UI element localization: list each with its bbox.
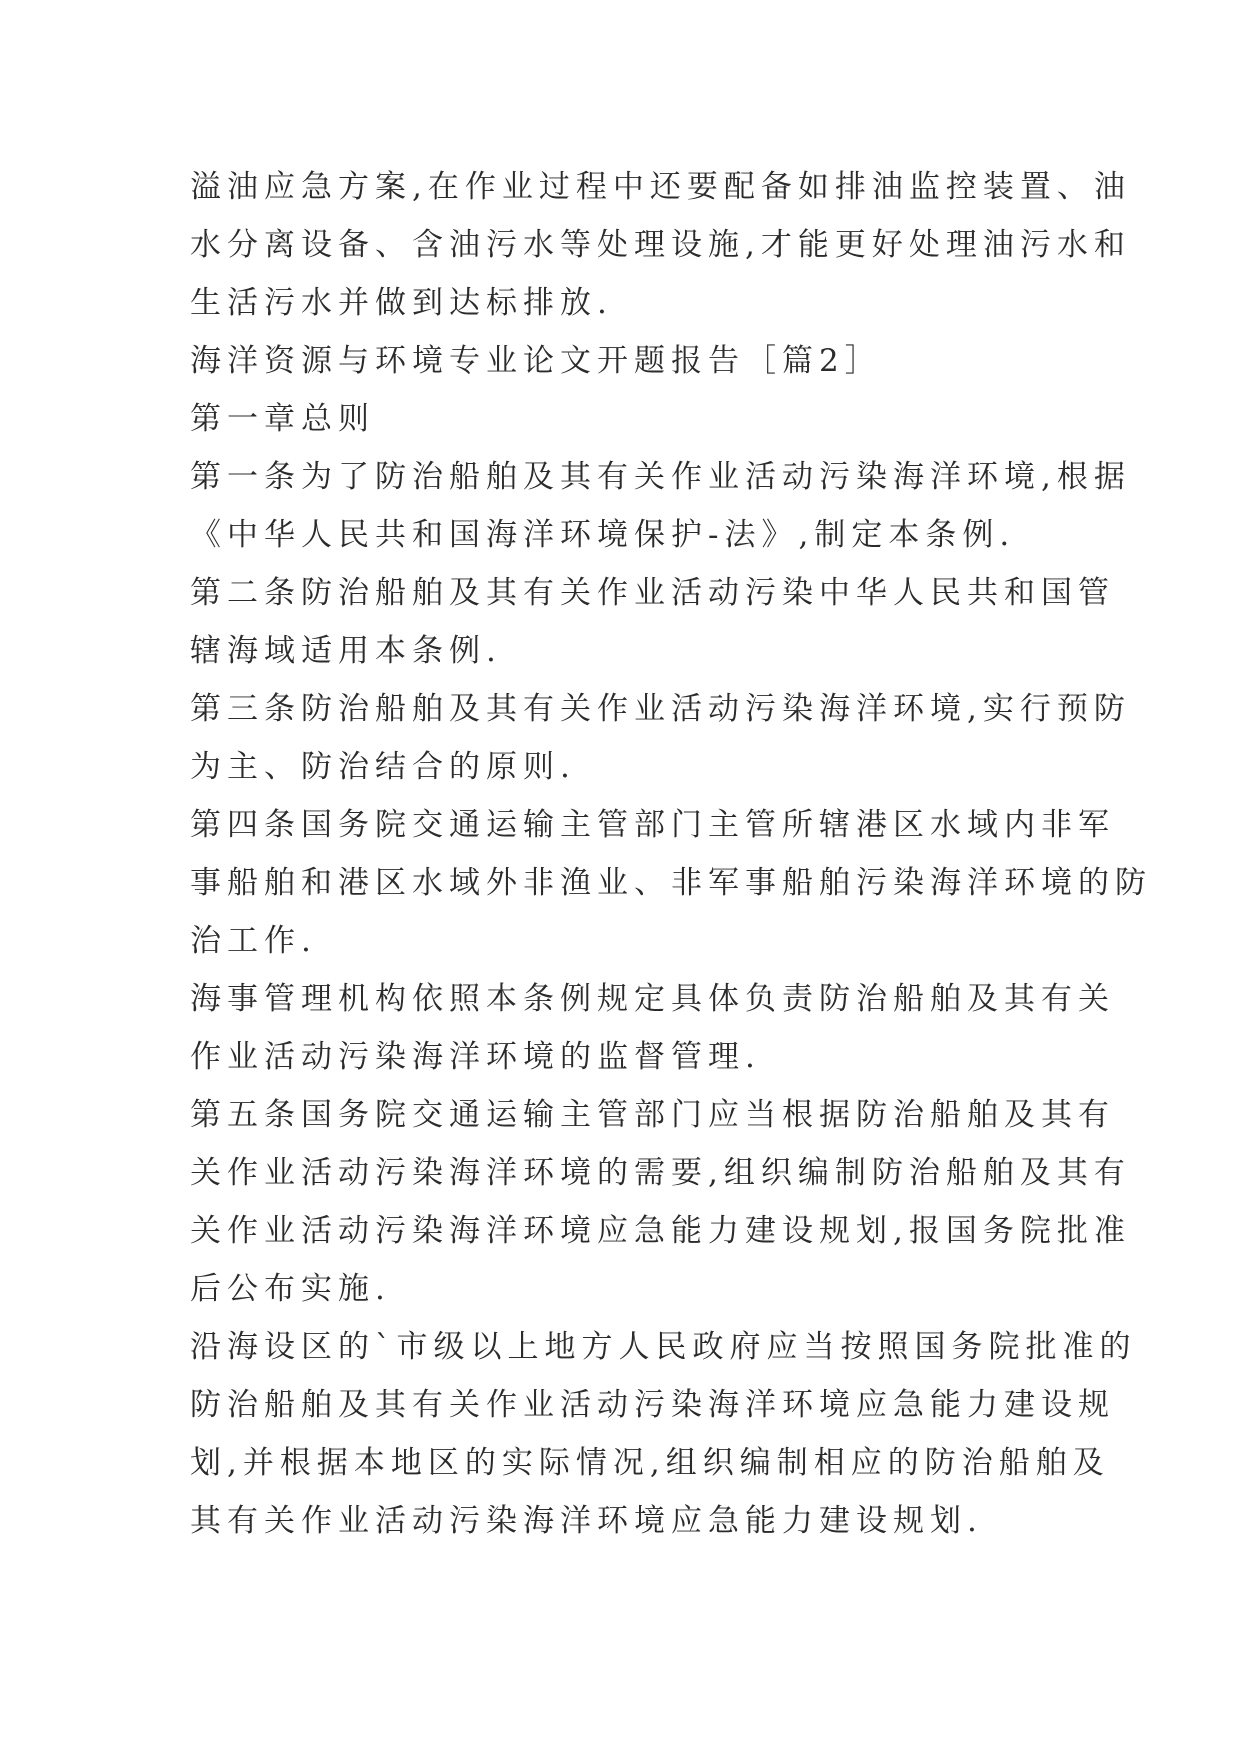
text-line: 事船舶和港区水域外非渔业、非军事船舶污染海洋环境的防	[190, 865, 1152, 901]
text-line: 其有关作业活动污染海洋环境应急能力建设规划.	[190, 1503, 983, 1539]
text-line: 《中华人民共和国海洋环境保护-法》,制定本条例.	[190, 517, 1016, 553]
text-line: 后公布实施.	[190, 1271, 391, 1307]
text-line: 辖海域适用本条例.	[190, 633, 502, 669]
text-line: 治工作.	[190, 923, 317, 959]
text-line: 划,并根据本地区的实际情况,组织编制相应的防治船舶及	[190, 1445, 1110, 1481]
text-line: 为主、防治结合的原则.	[190, 749, 576, 785]
text-line: 第三条防治船舶及其有关作业活动污染海洋环境,实行预防	[190, 691, 1131, 727]
text-line: 作业活动污染海洋环境的监督管理.	[190, 1039, 761, 1075]
document-body	[190, 158, 1152, 1550]
text-line: 关作业活动污染海洋环境的需要,组织编制防治船舶及其有	[190, 1155, 1131, 1191]
text-line: 生活污水并做到达标排放.	[190, 285, 613, 321]
text-line: 第二条防治船舶及其有关作业活动污染中华人民共和国管	[190, 575, 1115, 611]
text-line: 第四条国务院交通运输主管部门主管所辖港区水域内非军	[190, 807, 1115, 843]
text-line: 溢油应急方案,在作业过程中还要配备如排油监控装置、油	[190, 169, 1131, 205]
text-line: 关作业活动污染海洋环境应急能力建设规划,报国务院批准	[190, 1213, 1131, 1249]
text-line: 沿海设区的`市级以上地方人民政府应当按照国务院批准的	[190, 1329, 1137, 1365]
text-line: 水分离设备、含油污水等处理设施,才能更好处理油污水和	[190, 227, 1131, 263]
text-line: 第五条国务院交通运输主管部门应当根据防治船舶及其有	[190, 1097, 1115, 1133]
chapter-heading: 第一章总则	[190, 401, 375, 437]
section-heading: 海洋资源与环境专业论文开题报告［篇2］	[190, 343, 882, 379]
text-line: 第一条为了防治船舶及其有关作业活动污染海洋环境,根据	[190, 459, 1131, 495]
text-line: 防治船舶及其有关作业活动污染海洋环境应急能力建设规	[190, 1387, 1115, 1423]
text-line: 海事管理机构依照本条例规定具体负责防治船舶及其有关	[190, 981, 1115, 1017]
